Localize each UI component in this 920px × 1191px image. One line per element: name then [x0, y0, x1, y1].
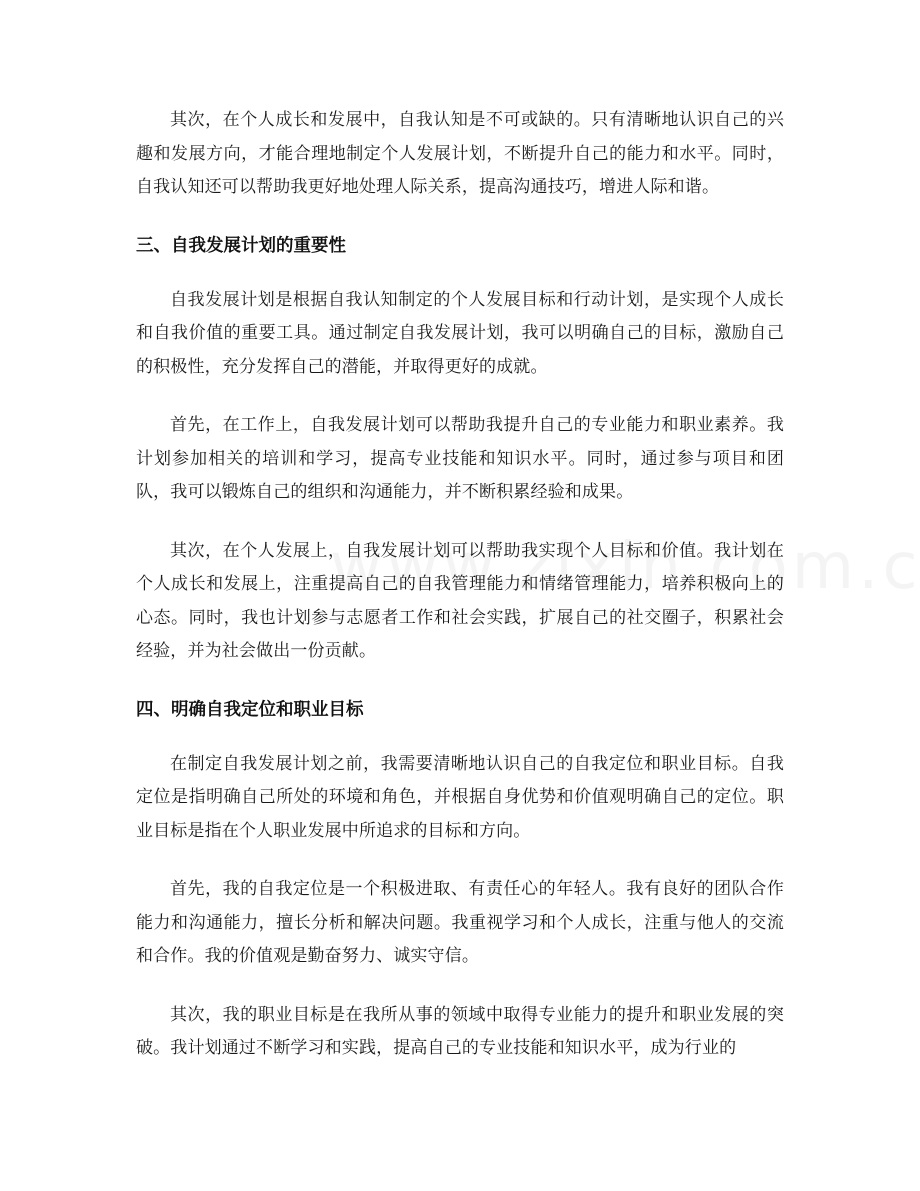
paragraph-self-positioning: 首先，我的自我定位是一个积极进取、有责任心的年轻人。我有良好的团队合作能力和沟通能力，擅长分析和解决问题。我重视学习和个人成长，注重与他人的交流和合作。我的价值观是勤奋努力、诚实守信。	[136, 879, 784, 966]
section-heading-4: 四、明确自我定位和职业目标	[136, 699, 364, 720]
paragraph-career-goal: 其次，我的职业目标是在我所从事的领域中取得专业能力的提升和职业发展的突破。我计划通过不断学习和实践，提高自己的专业技能和知识水平，成为行业的	[136, 1004, 784, 1058]
paragraph-personal-plan: 其次，在个人发展上，自我发展计划可以帮助我实现个人目标和价值。我计划在个人成长和发展上，注重提高自己的自我管理能力和情绪管理能力，培养积极向上的心态。同时，我也计划参与志愿者工作和社会实践，扩展自己的社交圈子，积累社会经验，并为社会做出一份贡献。	[136, 540, 784, 661]
section-heading-3: 三、自我发展计划的重要性	[136, 235, 346, 256]
paragraph-self-awareness-growth: 其次，在个人成长和发展中，自我认知是不可或缺的。只有清晰地认识自己的兴趣和发展方向，才能合理地制定个人发展计划，不断提升自己的能力和水平。同时，自我认知还可以帮助我更好地处理人际关系，提高沟通技巧，增进人际和谐。	[136, 110, 784, 197]
paragraph-plan-importance: 自我发展计划是根据自我认知制定的个人发展目标和行动计划，是实现个人成长和自我价值的重要工具。通过制定自我发展计划，我可以明确自己的目标，激励自己的积极性，充分发挥自己的潜能，并取得更好的成就。	[136, 289, 784, 377]
paragraph-positioning-intro: 在制定自我发展计划之前，我需要清晰地认识自己的自我定位和职业目标。自我定位是指明确自己所处的环境和角色，并根据自身优势和价值观明确自己的定位。职业目标是指在个人职业发展中所追求的目标和方向。	[136, 753, 784, 841]
paragraph-work-plan: 首先，在工作上，自我发展计划可以帮助我提升自己的专业能力和职业素养。我计划参加相关的培训和学习，提高专业技能和知识水平。同时，通过参与项目和团队，我可以锻炼自己的组织和沟通能力，并不断积累经验和成果。	[136, 415, 784, 502]
